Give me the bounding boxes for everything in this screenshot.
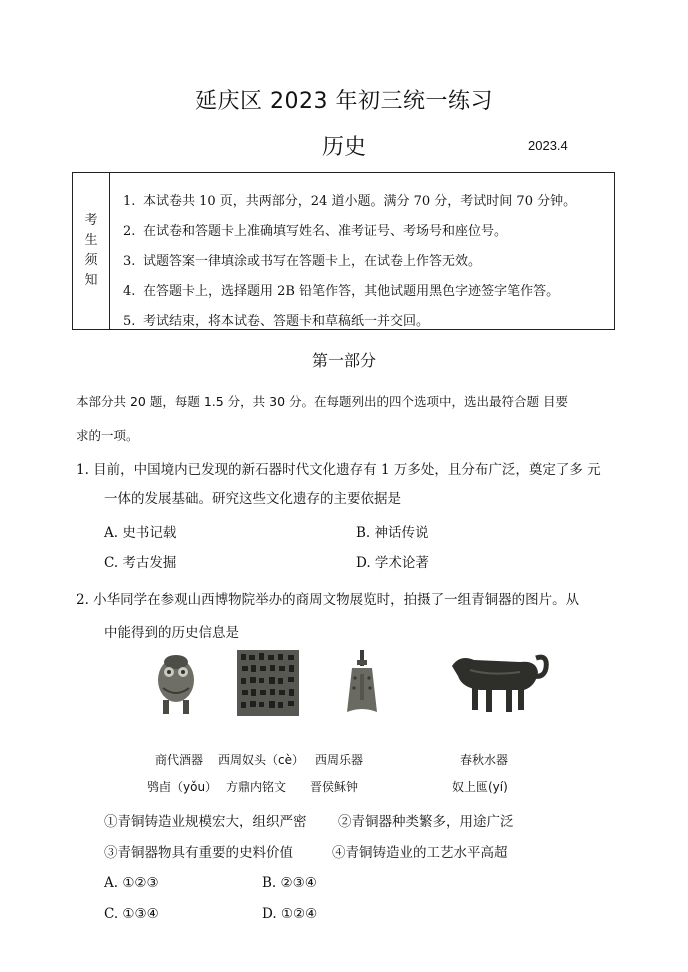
question-2-option-c: C. ①③④ xyxy=(104,906,159,922)
question-2-statement: ①青铜铸造业规模宏大，组织严密 xyxy=(104,814,307,830)
notice-item xyxy=(109,187,576,217)
question-1-stem: 1. 目前，中国境内已发现的新石器时代文化遗存有 1 万多处，且分布广泛，奠定了多 元 xyxy=(76,462,601,478)
question-2-option-a: A. ①②③ xyxy=(104,875,159,891)
question-1-option-c: C. 考古发掘 xyxy=(104,555,177,571)
caption-bell: 晋侯稣钟 xyxy=(310,780,359,794)
caption-owl-vessel: 商代酒器 xyxy=(155,753,204,767)
caption-water-vessel: 春秋水器 xyxy=(460,753,509,767)
notice-item-text: 考试结束，将本试卷、答题卡和草稿纸一并交回。 xyxy=(143,314,430,329)
bronze-water-vessel-image xyxy=(450,650,550,716)
notice-box xyxy=(72,172,615,330)
question-1-stem: 一体的发展基础。研究这些文化遗存的主要依据是 xyxy=(104,491,401,507)
owl-wine-vessel-image xyxy=(155,650,197,716)
notice-item xyxy=(109,247,576,277)
question-2-stem: 2. 小华同学在参观山西博物院举办的商周文物展览时，拍摄了一组青铜器的图片。从 xyxy=(76,592,580,608)
question-1-option-d: D. 学术论著 xyxy=(356,555,429,571)
exam-title: 延庆区 2023 年初三统一练习 xyxy=(195,89,493,114)
question-2-statement: ④青铜铸造业的工艺水平高超 xyxy=(332,845,508,861)
question-2-statement: ②青铜器种类繁多，用途广泛 xyxy=(338,814,514,830)
caption-water-vessel: 奴上匜(yí) xyxy=(452,780,508,794)
notice-label xyxy=(73,173,110,329)
question-2-stem: 中能得到的历史信息是 xyxy=(104,625,239,641)
notice-item-text: 试题答案一律填涂或书写在答题卡上，在试卷上作答无效。 xyxy=(143,254,482,269)
question-2-option-d: D. ①②④ xyxy=(262,906,318,922)
notice-list xyxy=(109,187,576,337)
section-title: 第一部分 xyxy=(311,351,376,370)
question-1-option-a: A. 史书记载 xyxy=(104,525,177,541)
question-1-option-b: B. 神话传说 xyxy=(356,525,429,541)
notice-item-number: 2. xyxy=(123,224,136,239)
notice-item-text: 本试卷共 10 页，共两部分，24 道小题。满分 70 分，考试时间 70 分钟。 xyxy=(143,194,577,209)
notice-label-char: 生 xyxy=(84,233,98,248)
notice-item-number: 5. xyxy=(123,314,136,329)
question-2-statement: ③青铜器物具有重要的史料价值 xyxy=(104,845,293,861)
notice-item xyxy=(109,217,576,247)
exam-date: 2023.4 xyxy=(528,138,568,153)
notice-item-number: 4. xyxy=(123,284,136,299)
caption-owl-vessel: 鸮卣（yǒu） xyxy=(147,780,218,794)
notice-item xyxy=(109,307,576,337)
notice-item-text: 在答题卡上，选择题用 2B 铅笔作答，其他试题用黑色字迹签字笔作答。 xyxy=(143,284,560,299)
question-2-option-b: B. ②③④ xyxy=(262,875,317,891)
notice-label-char: 考 xyxy=(84,213,98,228)
bronze-inscription-image xyxy=(237,650,299,716)
section-intro-line: 求的一项。 xyxy=(76,428,139,443)
notice-item-text: 在试卷和答题卡上准确填写姓名、准考证号、考场号和座位号。 xyxy=(143,224,508,239)
caption-inscription: 西周奴头（cè） xyxy=(218,753,304,767)
notice-item xyxy=(109,277,576,307)
notice-label-char: 须 xyxy=(84,253,98,268)
caption-inscription: 方鼎内铭文 xyxy=(226,780,287,794)
subject-title: 历史 xyxy=(322,135,367,160)
notice-item-number: 1. xyxy=(123,194,136,209)
bronze-bell-image xyxy=(345,650,379,716)
notice-item-number: 3. xyxy=(123,254,136,269)
caption-bell: 西周乐器 xyxy=(315,753,364,767)
notice-label-char: 知 xyxy=(84,273,98,288)
section-intro-line: 本部分共 20 题，每题 1.5 分，共 30 分。在每题列出的四个选项中，选出最符合题 目要 xyxy=(76,394,569,409)
